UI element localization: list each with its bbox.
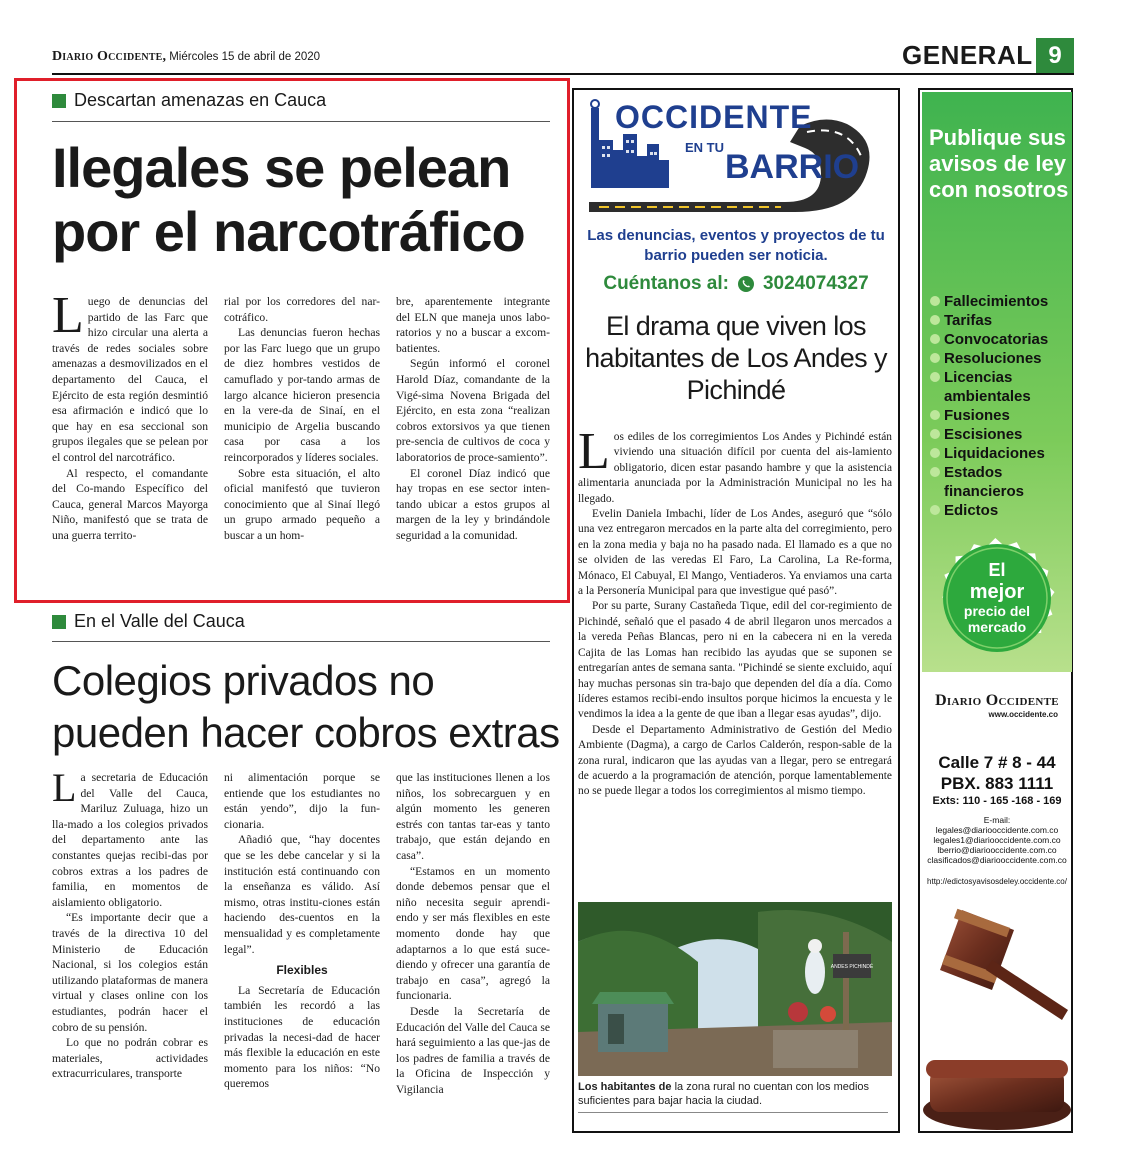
article2-kicker	[52, 611, 245, 632]
paragraph: La Secretaría de Educación también les recordó a las instituciones de educación privadas la necesi-dad de hacer más flexible la educación en este momento para los niños: “No queremos	[224, 983, 380, 1091]
masthead	[52, 49, 320, 65]
gavel-icon	[922, 900, 1072, 1130]
ad-email[interactable]: legales@diariooccidente.com.co	[935, 825, 1059, 835]
bullet-icon	[930, 410, 940, 420]
bullet-icon	[930, 505, 940, 515]
list-item: Resoluciones	[930, 349, 1070, 368]
list-item: Tarifas	[930, 311, 1070, 330]
article3-body	[578, 423, 892, 800]
article1-headline: Ilegales se pelean por el narcotráfico	[52, 136, 525, 263]
bullet-icon	[930, 334, 940, 344]
article1-col1	[52, 287, 208, 544]
kicker-rule	[52, 121, 550, 122]
bullet-icon	[930, 315, 940, 325]
paragraph: Añadió que, “hay docentes que se les debe cancelar y si la institución está continuando con la enseñanza es válido. Así mismo, otras institu-ciones están haciendo des-cuentos en la mensualidad y es completamente legal”.	[224, 833, 380, 956]
paragraph: que las instituciones llenen a los niños, los sobrecarguen y en algún momento les generen estrés con tantas tar-eas y tanto trabajo, que están dejando en casa”.	[396, 771, 550, 862]
bullet-icon	[930, 429, 940, 439]
article1-kicker	[52, 90, 326, 111]
list-item: Edictos	[930, 501, 1070, 520]
logo-en-tu: EN TU	[685, 140, 724, 155]
ad-brand-name: Diario Occidente	[935, 692, 1059, 709]
bullet-icon	[930, 296, 940, 306]
bullet-icon	[930, 448, 940, 458]
rural-zone-photo	[578, 902, 892, 1076]
seal-line-1: El	[988, 560, 1006, 580]
paragraph: ni alimentación porque se entiende que los estudiantes no están yendo”, dijo la fun-cionaria.	[224, 771, 380, 831]
seal-line-3: precio del	[963, 603, 1031, 619]
header-rule	[52, 73, 1074, 75]
kicker-text: En el Valle del Cauca	[74, 611, 245, 631]
article2-col1	[52, 765, 208, 1082]
caption-rule	[578, 1112, 888, 1113]
paragraph: Desde el Departamento Administrativo de Gestión del Medio Ambiente (Dagma), a cargo de Carlos Calderón, respon-sable de la zona rural, indicaron que las ayudas van a llegar, pero se entregará de acuerdo a la programación de atención, porque lamentablemente no se puede llegar a todos los corregimientos al mismo tiempo.	[578, 723, 892, 798]
list-item: Licencias ambientales	[930, 368, 1070, 406]
kicker-square-icon	[52, 615, 66, 629]
paragraph: “Es importante decir que a través de la directiva 10 del Ministerio de Educación Nacional, si los colegios están utilizando plataformas de manera virtual y clases online con los estudiantes, podrán hacer el cobro de su pensión.	[52, 911, 208, 1034]
paragraph: Según informó el coronel Harold Díaz, comandante de la Vigé-sima Novena Brigada del Ejército, en esta zona “realizan cobros extorsivos ya que tienen pre-sencia de cultivos de coca y laboratorios de proce-samiento”.	[396, 357, 550, 464]
paragraph: Lo que no podrán cobrar es materiales, actividades extracurriculares, transporte	[52, 1036, 208, 1081]
cta-phone: 3024074327	[762, 273, 869, 294]
article1-col2	[224, 294, 380, 544]
dropcap: L	[578, 423, 610, 480]
paragraph: Al respecto, el comandante del Co-mando Específico del Cauca, general Marcos Mayorga Niño, manifestó que se trata de una guerra territo-	[52, 466, 208, 542]
paragraph: rial por los corredores del nar-cotráfico.	[224, 295, 380, 324]
bullet-icon	[930, 372, 940, 382]
caption-bold: Los habitantes de	[578, 1081, 672, 1093]
article2-headline: Colegios privados no pueden hacer cobros extras	[52, 657, 560, 756]
list-item: Liquidaciones	[930, 444, 1070, 463]
logo-occidente: OCCIDENTE	[615, 99, 813, 135]
subhead: Flexibles	[276, 963, 328, 978]
barrio-tagline: Las denuncias, eventos y proyectos de tu barrio pueden ser noticia.	[587, 227, 885, 264]
dropcap: L	[52, 765, 77, 810]
ad-contact	[922, 752, 1072, 887]
best-price-seal	[930, 528, 1064, 662]
barrio-cta	[588, 273, 884, 295]
paragraph: “Estamos en un momento donde debemos pensar que el niño necesita seguir aprendi-endo y ser más flexibles en este momento donde hay que adaptarnos a lo que está suce-diendo y ofrecer una garantía de trabajo en casa”, agregó la funcionaria.	[396, 864, 550, 1003]
caption-text: la zona rural no cuentan con los medios suficientes para bajar hacia la ciudad.	[578, 1081, 870, 1107]
paragraph: Por su parte, Surany Castañeda Tique, edil del cor-regimiento de Pichindé, señaló que el pasado 4 de abril llegaron unos mercados a la vereda Peñas Blancas, pero ni en la cabecera ni en la vereda Cajita de las Lomas han recibido las ayudas que se suponen se entregarían antes de semana santa. "Pichindé se siente excluido, aquí hay muchas personas sin tra-bajo que dependen del día a día. Como líderes estamos recibi-endo insultos porque hicimos la encuesta y le vendimos la idea a la gente de que iban a llegar esas ayudas”, dijo.	[578, 600, 892, 721]
ad-email[interactable]: legales1@diariooccidente.com.co	[933, 835, 1061, 845]
paragraph: bre, aparentemente integrante del ELN que maneja unos labo-ratorios y no a buscar a excom-batientes.	[396, 295, 550, 355]
seal-line-2: mejor	[969, 581, 1025, 603]
ad-brand	[926, 692, 1068, 719]
issue-date: Miércoles 15 de abril de 2020	[169, 51, 321, 63]
article2-col2	[224, 770, 380, 1092]
seal-line-4: mercado	[967, 619, 1027, 635]
ad-website: www.occidente.co	[988, 710, 1058, 719]
ad-email-label: E-mail:	[983, 815, 1011, 825]
paragraph: El coronel Díaz indicó que hay tropas en ese sector inten-tando ubicar a estos grupos al margen de la ley y brindándole seguridad a la comunidad.	[396, 466, 550, 542]
ad-pbx: PBX. 883 1111	[940, 774, 1054, 793]
brand-name: Diario Occidente,	[52, 49, 167, 64]
paragraph: Desde la Secretaría de Educación del Valle del Cauca se hará seguimiento a las que-jas de los padres de familia a través de la Oficina de Inspección y Vigilancia	[396, 1004, 550, 1096]
barrio-logo	[585, 94, 885, 218]
bullet-icon	[930, 353, 940, 363]
paragraph: Luego de denuncias del partido de las Farc que hizo circular una alerta a través de redes sociales sobre amenazas a desmovilizados en el departamento del Cauca, el Ejército de esta región desmintió esa afirmación e indicó que lo que hay en esa seccional son grupos ilegales que se pelean por el control del narcotráfico.	[52, 287, 208, 464]
article3-headline: El drama que viven los habitantes de Los Andes y Pichindé	[585, 311, 887, 405]
paragraph: Sobre esta situación, el alto oficial manifestó que tuvieron conocimiento que al Sinaí llegó un grupo armado pequeño a buscar a un hom-	[224, 466, 380, 542]
list-item: Fusiones	[930, 406, 1070, 425]
ad-title: Publique sus avisos de ley con nosotros	[929, 125, 1069, 202]
paragraph: La secretaria de Educación del Valle del Cauca, Mariluz Zuluaga, hizo un lla-mado a los colegios privados del departamento ante las constantes quejas recibi-das por cobros extras a los padres de familia, en momentos de aislamiento obligatorio.	[52, 765, 208, 909]
list-item: Estados financieros	[930, 463, 1070, 501]
paragraph: Los ediles de los corregimientos Los Andes y Pichindé están viviendo una situación difícil por cuenta del ais-lamiento obligatorio, dicen estar pasando hambre y que la asistencia alimentaria anunciada por la Administración Municipal no les ha llegado.	[578, 423, 892, 505]
cta-label: Cuéntanos al:	[603, 273, 729, 294]
ad-services-list	[930, 292, 1070, 520]
bullet-icon	[930, 467, 940, 477]
ad-url[interactable]: http://edictosyavisosdeley.occidente.co/	[927, 877, 1067, 886]
list-item: Fallecimientos	[930, 292, 1070, 311]
article2-col3	[396, 770, 550, 1097]
photo-caption	[578, 1080, 892, 1108]
kicker-rule	[52, 641, 550, 642]
kicker-square-icon	[52, 94, 66, 108]
paragraph: Las denuncias fueron hechas por las Farc luego que un grupo de diez hombres vestidos de camuflado y por-tando armas de largo alcance hicieron presencia en la vere-da de Sinaí, en el municipio de Argelia buscando casa por casa a los reincorporados y líderes sociales.	[224, 326, 380, 464]
ad-address: Calle 7 # 8 - 44	[938, 753, 1056, 772]
paragraph: Evelin Daniela Imbachi, líder de Los Andes, aseguró que “sólo una vez entregaron mercados en la parte alta del corregimiento, pero en la zona media y baja no ha pasado nada. El llamado es a que no se olviden de las veredas El Faro, La Carolina, La Re-forma, Mónaco, El Cabuyal, El Mango, Ventiaderos. Ya enviamos una carta a la Personería Municipal para que investigue qué pasó”.	[578, 508, 892, 598]
ad-extensions: Exts: 110 - 165 -168 - 169	[932, 795, 1062, 807]
section-name: GENERAL	[902, 40, 1033, 70]
logo-barrio: BARRIO	[725, 148, 860, 186]
list-item: Escisiones	[930, 425, 1070, 444]
road-sign-text: ANDES PICHINDÉ	[830, 964, 874, 970]
whatsapp-icon	[737, 275, 755, 293]
ad-email[interactable]: clasificados@diariooccidente.com.co	[927, 855, 1067, 865]
ad-email[interactable]: lberrio@diariooccidente.com.co	[937, 845, 1057, 855]
list-item: Convocatorias	[930, 330, 1070, 349]
kicker-text: Descartan amenazas en Cauca	[74, 90, 327, 110]
page-number: 9	[1036, 38, 1074, 74]
dropcap: L	[52, 287, 84, 344]
article1-col3	[396, 294, 550, 544]
